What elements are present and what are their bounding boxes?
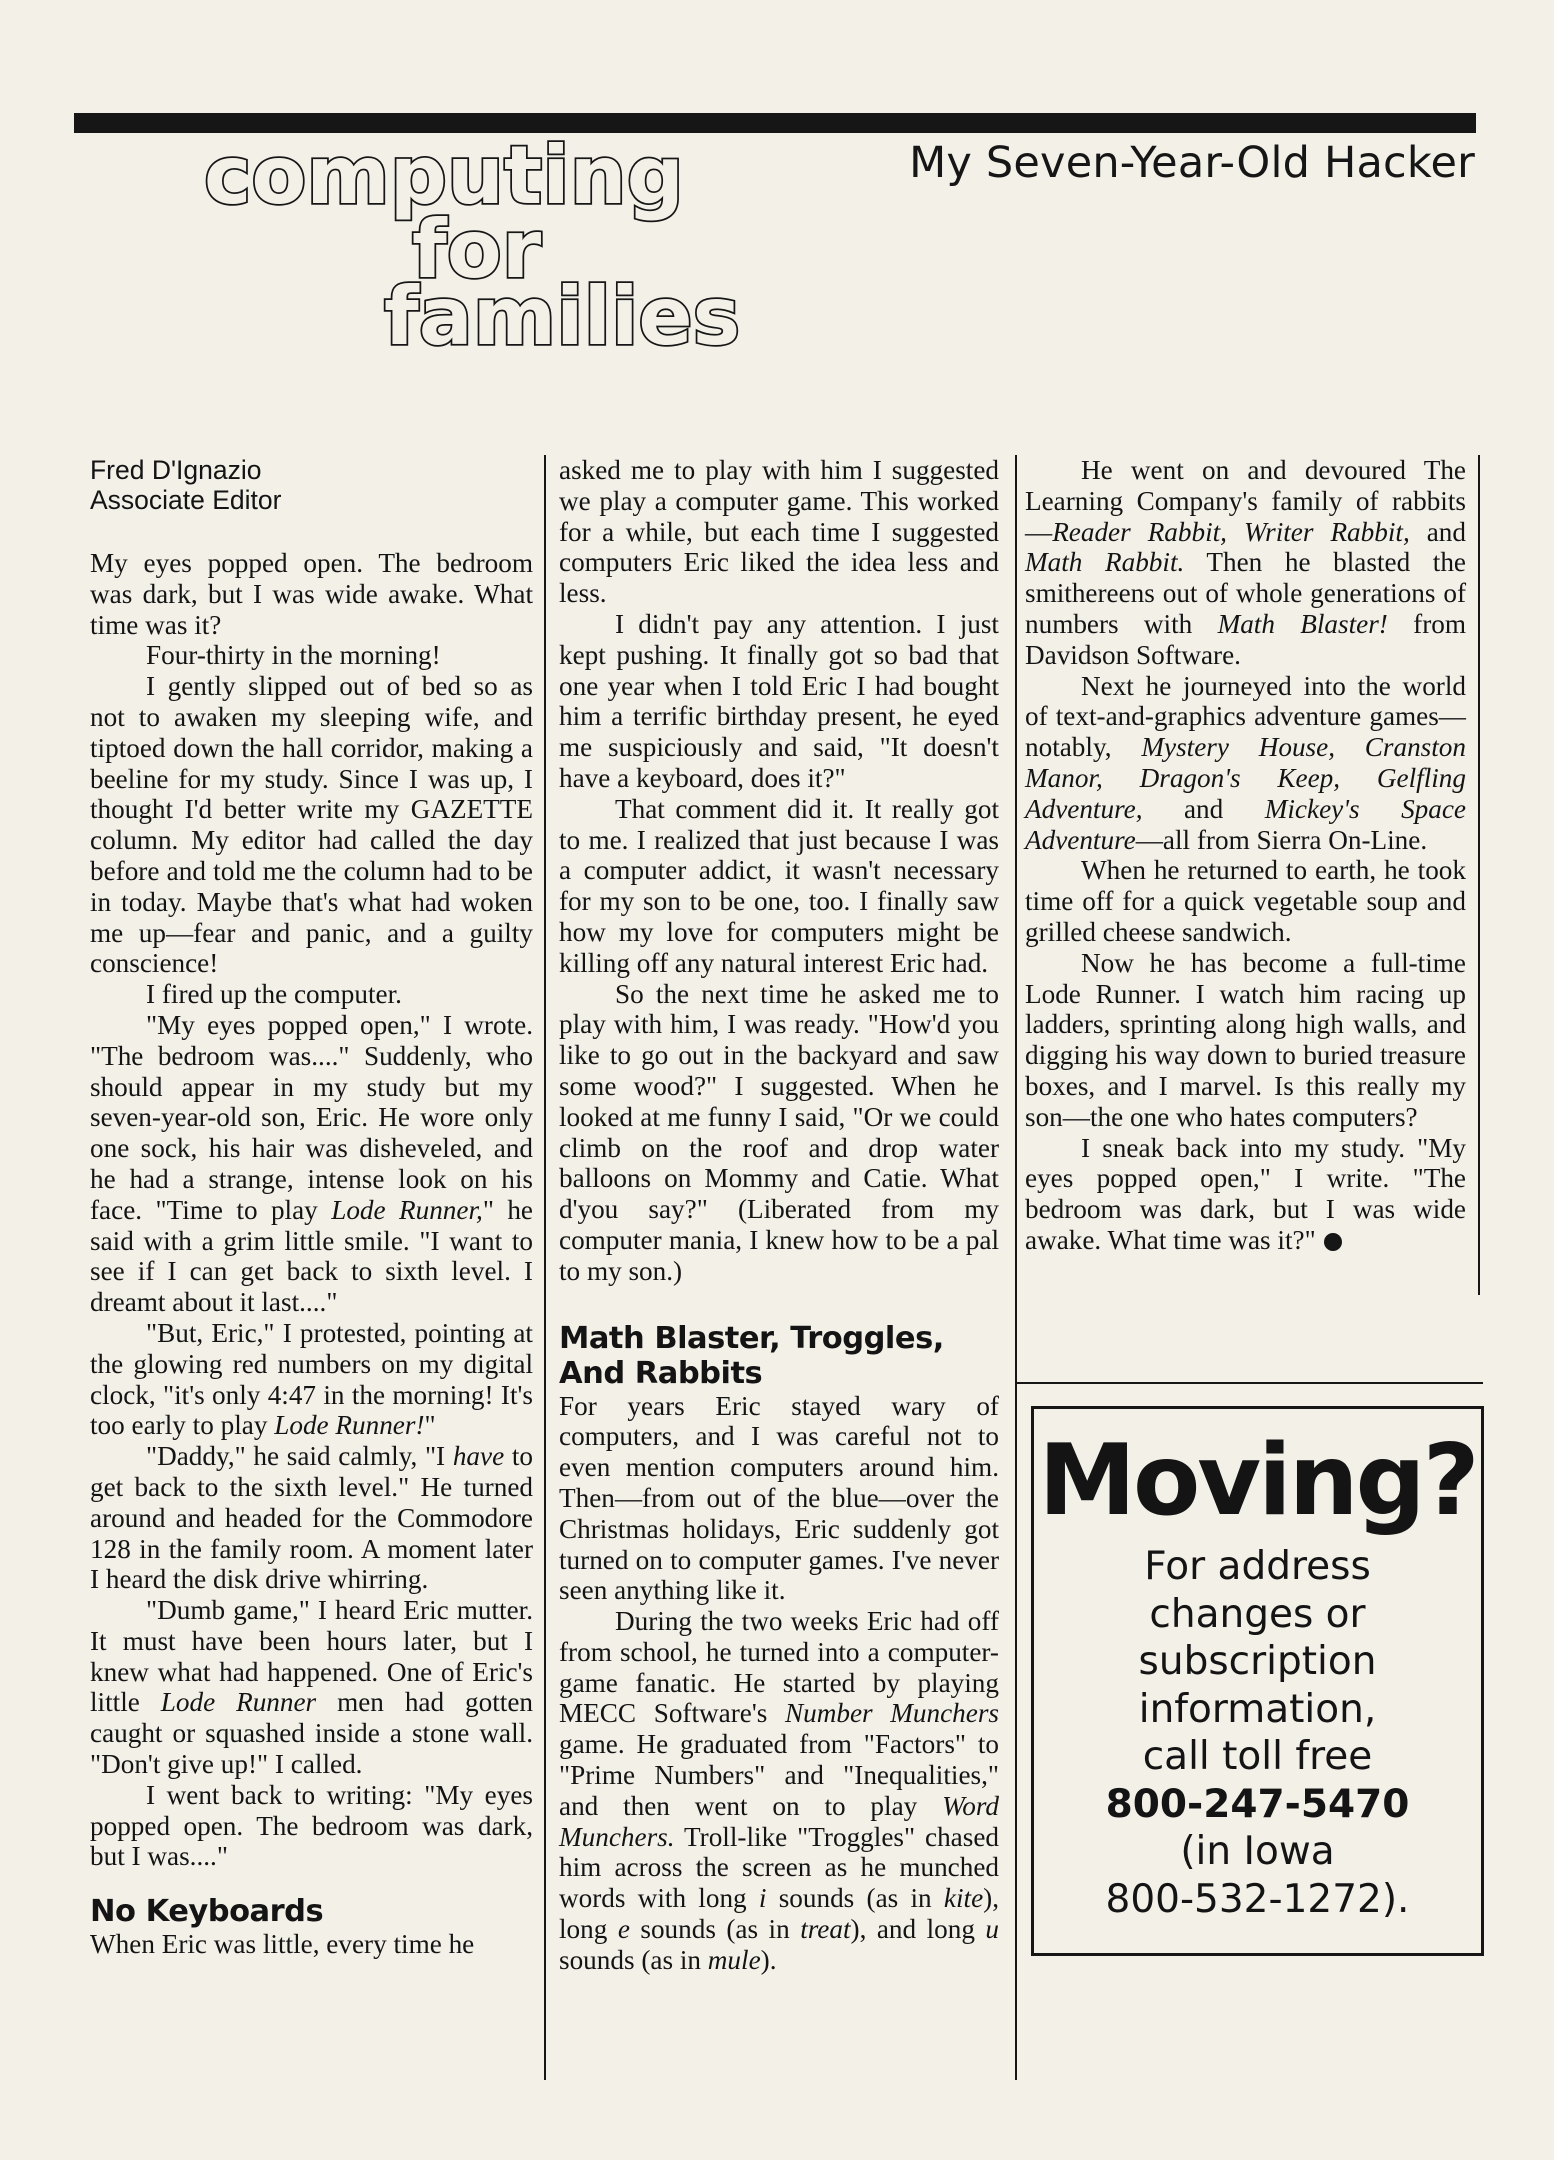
paragraph: I didn't pay any attention. I just kept pushing. It finally got so bad that one year when I told Eric I had bought him a terrific birthday present, he eyed me suspiciously and said, "It doesn't have a keyboard, does it?" xyxy=(559,608,999,793)
column-divider xyxy=(1478,455,1480,1295)
paragraph: For years Eric stayed wary of computers, and I was careful not to even mention computers around him. Then—from out of the blue—over the Christmas holidays, Eric suddenly got turned on to computer games. I've never seen anything like it. xyxy=(559,1390,999,1606)
column-logo-art xyxy=(150,128,741,363)
paragraph: I gently slipped out of bed so as not to awaken my sleeping wife, and tiptoed down the hall corridor, making a beeline for my study. Since I was up, I thought I'd better write my GAZETTE column. My editor had called the day before and told me the column had to be in today. Maybe that's what had woken me up—fear and panic, and a guilty conscience! xyxy=(90,671,533,979)
ad-body: For address changes or subscription information, call toll free 800-247-5470 (in Iowa 800-532-1272). xyxy=(1034,1543,1481,1923)
paragraph: My eyes popped open. The bedroom was dark, but I was wide awake. What time was it? xyxy=(90,548,533,640)
byline xyxy=(90,455,533,515)
paragraph: I fired up the computer. xyxy=(146,979,402,1010)
paragraph: Next he journeyed into the world of text-and-graphics adventure games—notably, Mystery House, Cranston Manor, Dragon's Keep, Gelfling Adventure, and Mickey's Space Adventure—all from Sierra On-Line. xyxy=(1025,670,1466,855)
paragraph: During the two weeks Eric had off from school, he turned into a computer-game fanatic. He started by playing MECC Software's Number Munchers game. He graduated from "Factors" to "Prime Numbers" and "Inequalities," and then went on to play Word Munchers. Troll-like "Troggles" chased him across the screen as he munched words with long i sounds (as in kite), long e sounds (as in treat), and long u sounds (as in mule). xyxy=(559,1606,1000,1975)
toll-free-phone: 800-247-5470 xyxy=(1105,1781,1410,1827)
paragraph: That comment did it. It really got to me. I realized that just because I was a computer addict, it wasn't necessary for my son to be one, too. I finally saw how my love for computers might be killing off any natural interest Eric had. xyxy=(559,793,999,978)
logo-line-2: for xyxy=(412,203,542,296)
paragraph: Four-thirty in the morning! xyxy=(146,640,441,671)
article-column-3 xyxy=(1025,455,1466,1256)
paragraph: "My eyes popped open," I wrote. "The bedroom was...." Suddenly, who should appear in my study but my seven-year-old son, Eric. He wore only one sock, his hair was disheveled, and he had a strange, intense look on his face. "Time to play Lode Runner," he said with a grim little smile. "I want to see if I can get back to sixth level. I dreamt about it last...." xyxy=(90,1009,534,1318)
paragraph: "Dumb game," I heard Eric mutter. It must have been hours later, but I knew what had happened. One of Eric's little Lode Runner men had gotten caught or squashed inside a stone wall. "Don't give up!" I called. xyxy=(90,1595,533,1780)
paragraph: "But, Eric," I protested, pointing at the glowing red numbers on my digital clock, "it's only 4:47 in the morning! It's too early to play Lode Runner!" xyxy=(90,1317,533,1441)
logo-line-1: computing xyxy=(204,129,684,222)
article-column-1 xyxy=(90,455,533,1960)
paragraph: I sneak back into my study. "My eyes popped open," I write. "The bedroom was dark, but I was wide awake. What time was it?" xyxy=(1025,1132,1466,1255)
article-column-2 xyxy=(559,455,999,1976)
section-divider xyxy=(1015,1382,1483,1384)
moving-notice-box xyxy=(1031,1406,1484,1956)
logo-line-3: families xyxy=(384,270,741,363)
author-title: Associate Editor xyxy=(90,485,282,515)
end-of-article-icon xyxy=(1324,1233,1342,1251)
paragraph: "Daddy," he said calmly, "I have to get back to the sixth level." He turned around and headed for the Commodore 128 in the family room. A moment later I heard the disk drive whirring. xyxy=(90,1441,533,1595)
column-logo xyxy=(150,128,741,363)
paragraph: When Eric was little, every time he xyxy=(90,1929,475,1960)
paragraph: Now he has become a full-time Lode Runner. I watch him racing up ladders, sprinting along high walls, and digging his way down to buried treasure boxes, and I marvel. Is this really my son—the one who hates computers? xyxy=(1025,947,1466,1132)
column-divider xyxy=(544,455,546,2080)
paragraph: So the next time he asked me to play with him, I was ready. "How'd you like to go out in the backyard and saw some wood?" I suggested. When he looked at me funny I said, "Or we could climb on the roof and drop water balloons on Mommy and Catie. What d'you say?" (Liberated from my computer mania, I knew how to be a pal to my son.) xyxy=(559,978,999,1286)
article-headline: My Seven-Year-Old Hacker xyxy=(909,138,1475,188)
section-heading: No Keyboards xyxy=(90,1894,324,1930)
ad-title: Moving? xyxy=(1038,1424,1477,1538)
paragraph: I went back to writing: "My eyes popped open. The bedroom was dark, but I was...." xyxy=(90,1779,533,1872)
column-divider xyxy=(1015,455,1017,2080)
paragraph: When he returned to earth, he took time off for a quick vegetable soup and grilled cheese sandwich. xyxy=(1025,855,1466,947)
section-heading: Math Blaster, Troggles, And Rabbits xyxy=(559,1320,944,1391)
paragraph: He went on and devoured The Learning Company's family of rabbits—Reader Rabbit, Writer Rabbit, and Math Rabbit. Then he blasted the smithereens out of whole generations of numbers with Math Blaster! from Davidson Software. xyxy=(1025,455,1466,670)
author-name: Fred D'Ignazio xyxy=(90,455,262,485)
paragraph: asked me to play with him I suggested we play a computer game. This worked for a while, but each time I suggested computers Eric liked the idea less and less. xyxy=(559,455,999,609)
